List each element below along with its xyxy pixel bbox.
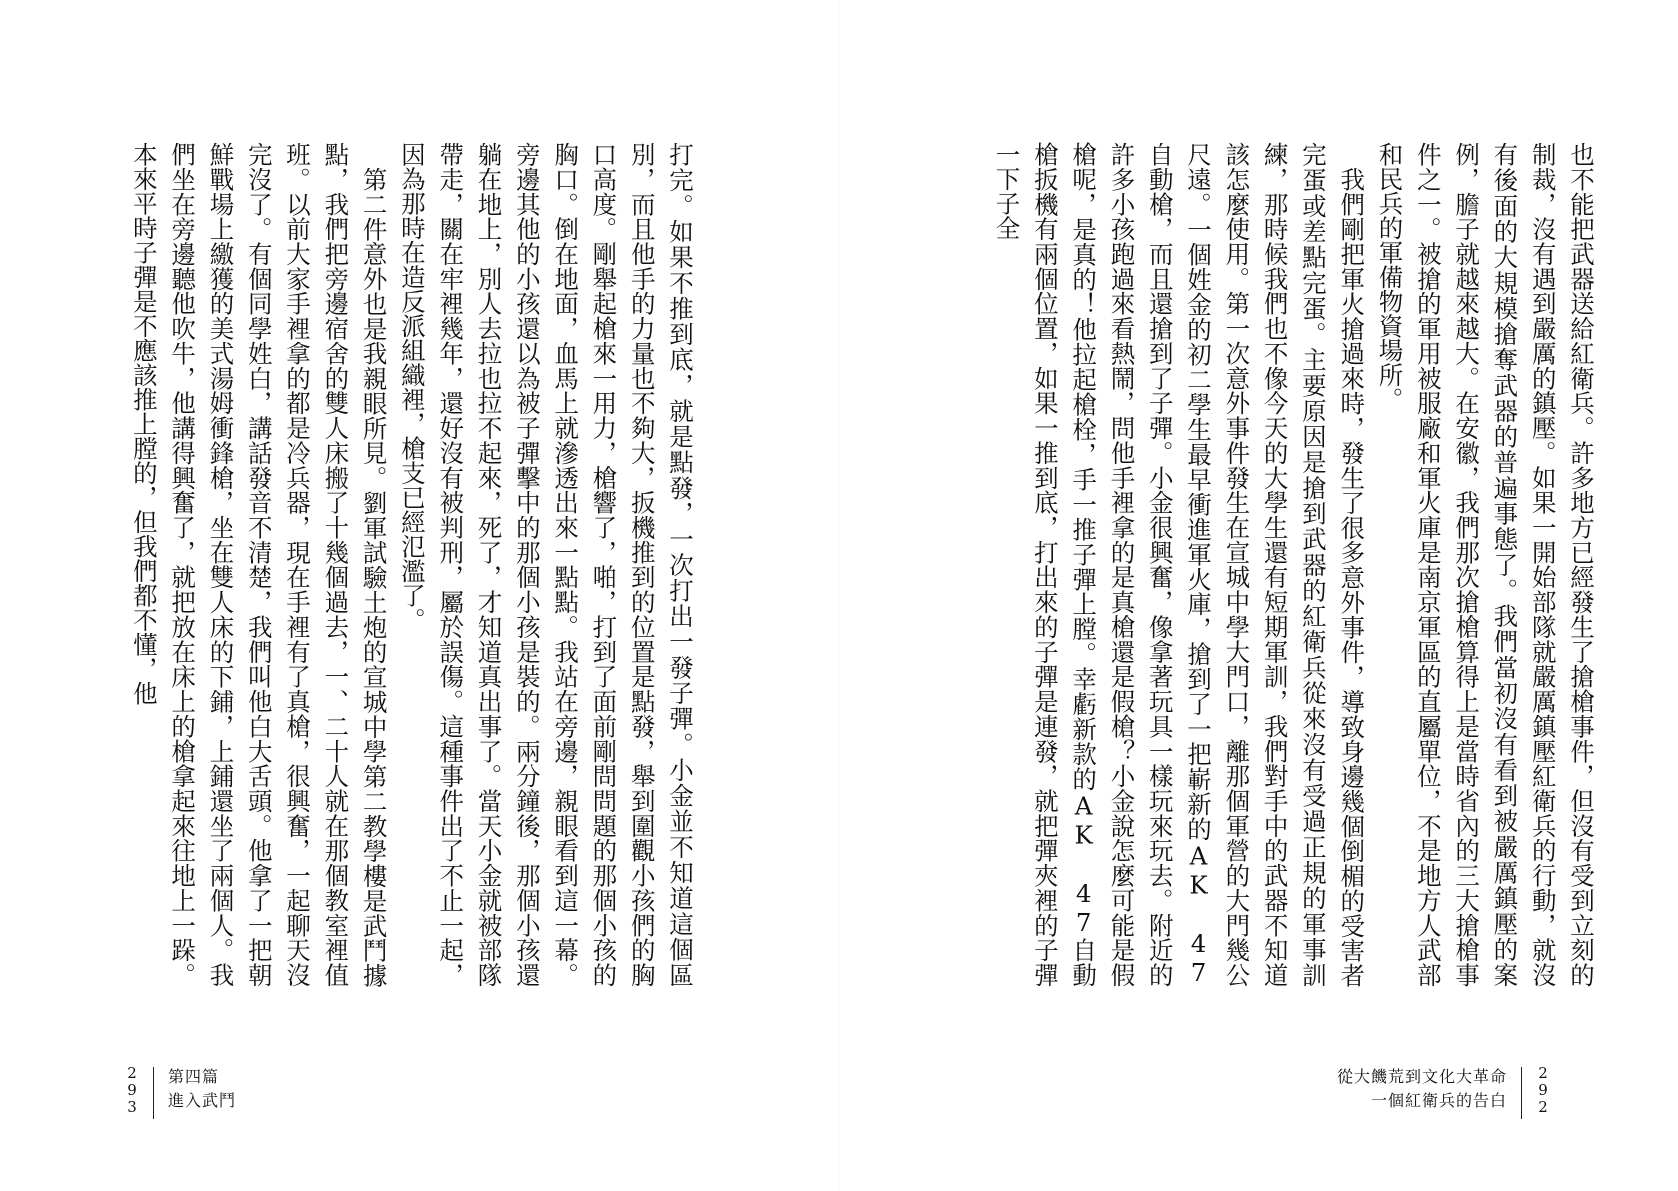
left-folio <box>125 1065 236 1119</box>
book-title: 從大饑荒到文化大革命 <box>1336 1067 1507 1086</box>
page-number-digit: 2 <box>127 1064 137 1082</box>
part-title: 第四篇 <box>168 1067 220 1086</box>
part-subtitle: 進入武鬥 <box>168 1091 237 1110</box>
folio-divider <box>153 1067 154 1119</box>
page-number-digit: 9 <box>1538 1081 1548 1099</box>
right-paragraph-2: 我們剛把軍火搶過來時，發生了很多意外事件，導致身邊幾個倒楣的受害者完蛋或差點完蛋。主要原因是搶到武器的紅衛兵從來沒有受過正規的軍事訓練，那時候我們也不像今天的大學生還有短期軍訓，我們對手中的武器不知道該怎麼使用。第一次意外事件發生在宣城中學大門口，離那個軍營的大門幾公尺遠。一個姓金的初二學生最早衝進軍火庫，搶到了一把嶄新的AK 47自動槍，而且還搶到了子彈。小金很興奮，像拿著玩具一樣玩來玩去。附近的許多小孩跑過來看熱鬧，問他手裡拿的是真槍還是假槍？小金說怎麼可能是假槍呢，是真的！他拉起槍栓，手一推子彈上膛。幸虧新款的AK 47自動槍扳機有兩個位置，如果一推到底，打出來的子彈是連發，就把彈夾裡的子彈一下子全 <box>992 142 1367 987</box>
left-page-number <box>125 1065 139 1116</box>
page-number-digit: 2 <box>1538 1098 1548 1116</box>
page-number-digit: 9 <box>127 1081 137 1099</box>
right-page <box>839 0 1678 1191</box>
left-paragraph-2: 第二件意外也是我親眼所見。劉軍試驗土炮的宣城中學第二教學樓是武鬥據點，我們把旁邊宿舍的雙人床搬了十幾個過去，一、二十人就在那個教室裡值班。以前大家手裡拿的都是冷兵器，現在手裡有了真槍，很興奮，一起聊天沒完沒了。有個同學姓白，講話發音不清楚，我們叫他白大舌頭。他拿了一把朝鮮戰場上繳獲的美式湯姆衝鋒槍，坐在雙人床的下鋪，上鋪還坐了兩個人。我們坐在旁邊聽他吹牛，他講得興奮了，就把放在床上的槍拿起來往地上一跺。本來平時子彈是不應該推上膛的，但我們都不懂，他 <box>129 142 389 987</box>
book-subtitle: 一個紅衛兵的告白 <box>1370 1091 1507 1110</box>
folio-divider <box>1521 1067 1522 1119</box>
right-page-body <box>980 142 1600 987</box>
left-paragraph-1: 打完。如果不推到底，就是點發，一次打出一發子彈。小金並不知道這個區別，而且他手的力量也不夠大，扳機推到的位置是點發，舉到圍觀小孩們的胸口高度。剛舉起槍來一用力，槍響了，啪，打到了面前剛問問題的那個小孩的胸口。倒在地面，血馬上就滲透出來一點點。我站在旁邊，親眼看到這一幕。旁邊其他的小孩還以為被子彈擊中的那個小孩是裝的。兩分鐘後，那個小孩還躺在地上，別人去拉也拉不起來，死了，才知道真出事了。當天小金就被部隊帶走，關在牢裡幾年，還好沒有被判刑，屬於誤傷。這種事件出了不止一起，因為那時在造反派組織裡，槍支已經氾濫了。 <box>397 142 695 987</box>
right-page-number <box>1536 1065 1550 1116</box>
left-running-head <box>168 1065 236 1113</box>
right-paragraph-1: 也不能把武器送給紅衛兵。許多地方已經發生了搶槍事件，但沒有受到立刻的制裁，沒有遇到嚴厲的鎮壓。如果一開始部隊就嚴厲鎮壓紅衛兵的行動，就沒有後面的大規模搶奪武器的普遍事態了。我們當初沒有看到被嚴厲鎮壓的案例，膽子就越來越大。在安徽，我們那次搶槍算得上是當時省內的三大搶槍事件之一。被搶的軍用被服廠和軍火庫是南京軍區的直屬單位，不是地方人武部和民兵的軍備物資場所。 <box>1375 142 1596 987</box>
right-folio <box>1337 1065 1550 1119</box>
page-number-digit: 3 <box>127 1098 137 1116</box>
page-number-digit: 2 <box>1538 1064 1548 1082</box>
right-running-head <box>1337 1065 1507 1113</box>
left-page-body <box>19 142 699 987</box>
